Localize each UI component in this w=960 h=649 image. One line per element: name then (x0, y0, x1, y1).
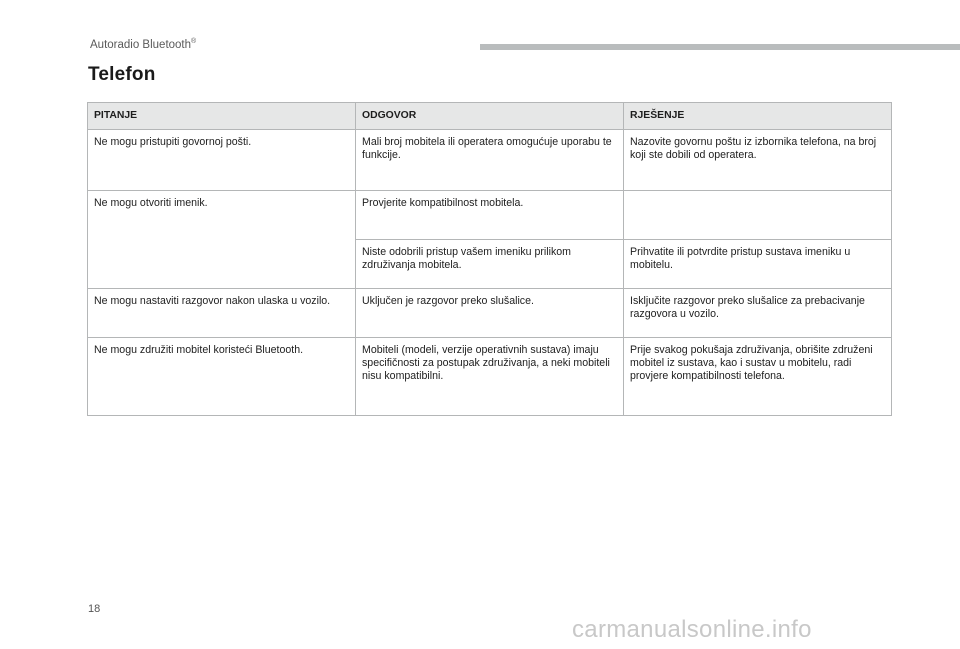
column-header-solution: RJEŠENJE (624, 103, 892, 130)
question-cell: Ne mogu pristupiti govornoj pošti. (88, 130, 356, 191)
page-title: Telefon (88, 64, 156, 85)
column-header-question: PITANJE (88, 103, 356, 130)
answer-cell: Mobiteli (modeli, verzije operativnih sustava) imaju specifičnosti za postupak združivanja, a neki mobiteli nisu kompatibilni. (356, 338, 624, 416)
answer-cell: Provjerite kompatibilnost mobitela. (356, 191, 624, 240)
section-header-text: Autoradio Bluetooth (90, 38, 192, 51)
solution-cell: Nazovite govornu poštu iz izbornika telefona, na broj koji ste dobili od operatera. (624, 130, 892, 191)
watermark-text: carmanualsonline.info (572, 616, 812, 643)
header-divider-bar (480, 44, 960, 50)
solution-cell: Isključite razgovor preko slušalice za prebacivanje razgovora u vozilo. (624, 289, 892, 338)
question-cell: Ne mogu nastaviti razgovor nakon ulaska u vozilo. (88, 289, 356, 338)
answer-cell: Niste odobrili pristup vašem imeniku prilikom združivanja mobitela. (356, 240, 624, 289)
table-row (88, 338, 892, 416)
answer-cell: Mali broj mobitela ili operatera omogućuje uporabu te funkcije. (356, 130, 624, 191)
page-number: 18 (88, 603, 101, 615)
question-cell: Ne mogu otvoriti imenik. (88, 191, 356, 289)
solution-cell: Prihvatite ili potvrdite pristup sustava imeniku u mobitelu. (624, 240, 892, 289)
registered-mark: ® (191, 38, 197, 45)
section-header-title (90, 38, 196, 51)
solution-cell (624, 191, 892, 240)
question-cell: Ne mogu združiti mobitel koristeći Bluetooth. (88, 338, 356, 416)
table-row (88, 130, 892, 191)
answer-cell: Uključen je razgovor preko slušalice. (356, 289, 624, 338)
troubleshooting-table (87, 102, 892, 416)
table-header-row (88, 103, 892, 130)
table-row (88, 191, 892, 240)
table-row (88, 289, 892, 338)
solution-cell: Prije svakog pokušaja združivanja, obrišite združeni mobitel iz sustava, kao i sustav u mobitelu, radi provjere kompatibilnosti telefona. (624, 338, 892, 416)
column-header-answer: ODGOVOR (356, 103, 624, 130)
